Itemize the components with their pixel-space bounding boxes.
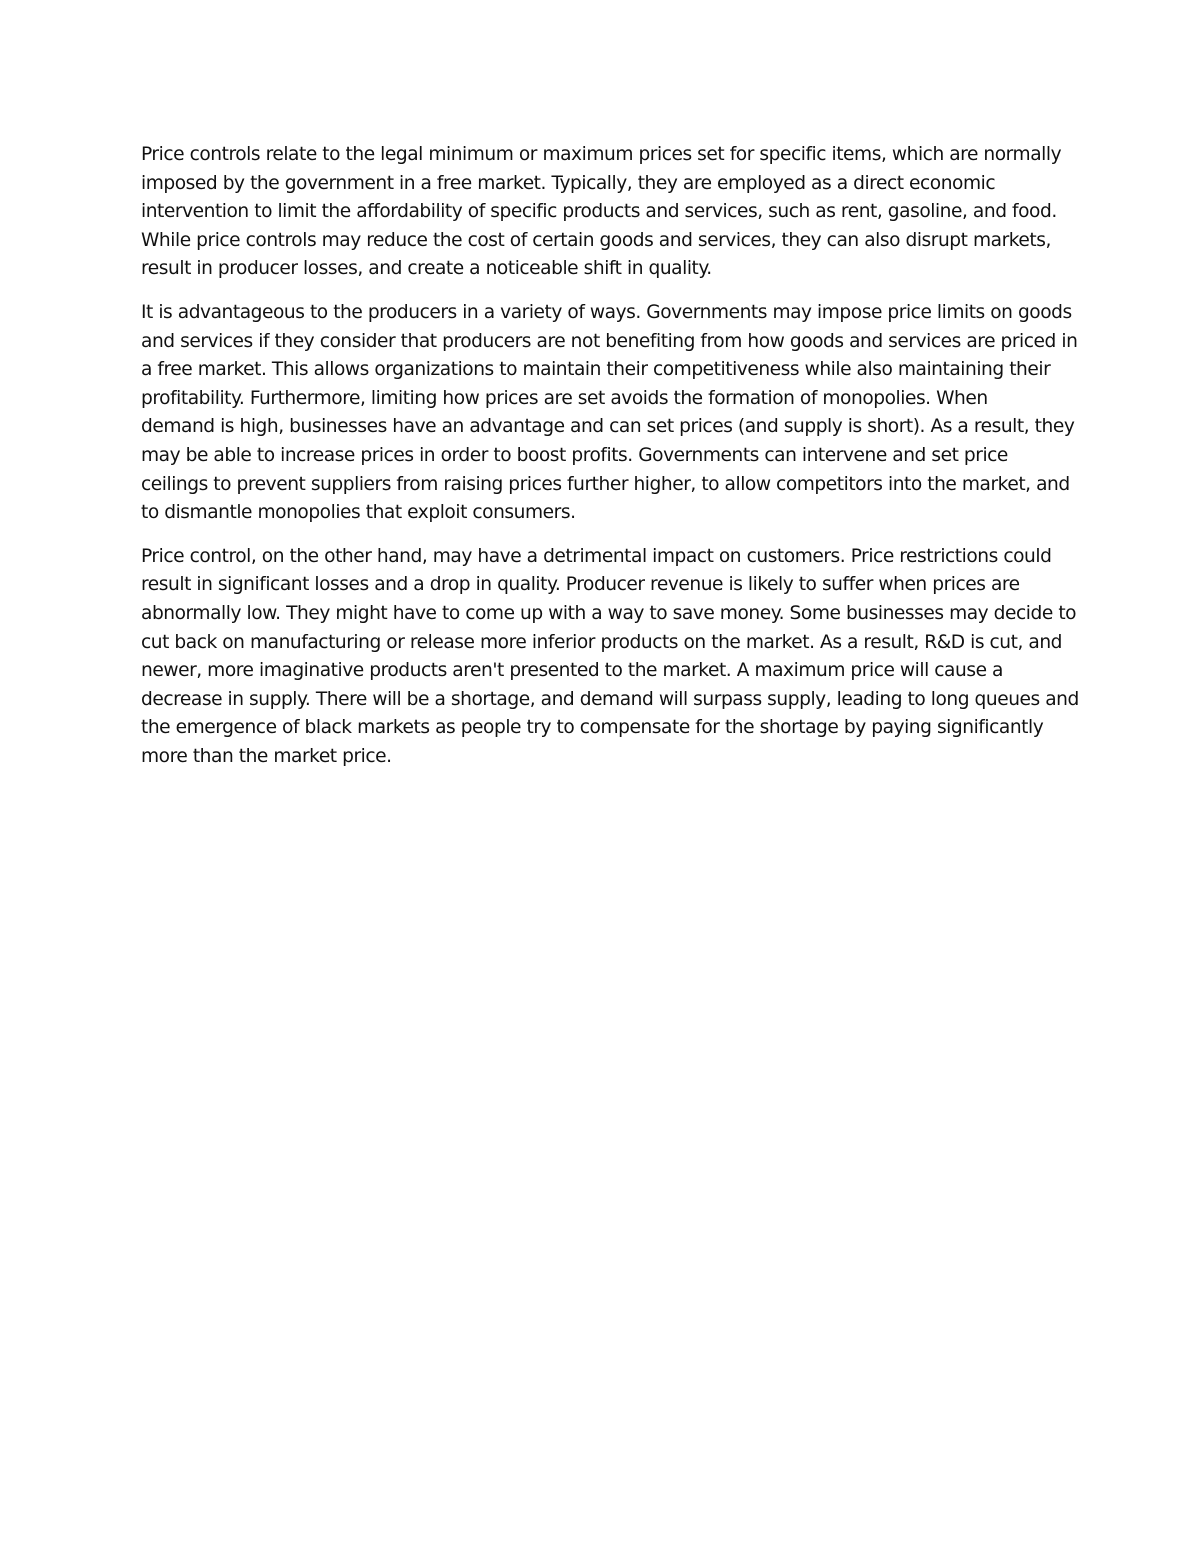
text-line: profitability. Furthermore, limiting how prices are set avoids the formation of monopolies. When	[141, 387, 988, 409]
text-line: may be able to increase prices in order to boost profits. Governments can intervene and set price	[141, 444, 1008, 466]
text-line: Price controls relate to the legal minimum or maximum prices set for specific items, which are normally	[141, 144, 1062, 165]
text-line: result in producer losses, and create a noticeable shift in quality.	[141, 258, 712, 280]
text-line: decrease in supply. There will be a shortage, and demand will surpass supply, leading to long queues and	[141, 688, 1079, 710]
text-line: the emergence of black markets as people try to compensate for the shortage by paying significantly	[141, 717, 1044, 739]
text-line: newer, more imaginative products aren't presented to the market. A maximum price will cause a	[141, 660, 1003, 682]
text-line: ceilings to prevent suppliers from raising prices further higher, to allow competitors into the market, and	[141, 473, 1070, 495]
paragraph-3	[141, 543, 1079, 772]
text-line: result in significant losses and a drop in quality. Producer revenue is likely to suffer when prices are	[141, 574, 1020, 596]
text-line: more than the market price.	[141, 745, 392, 767]
text-line: to dismantle monopolies that exploit consumers.	[141, 502, 576, 524]
text-line: Price control, on the other hand, may have a detrimental impact on customers. Price restrictions could	[141, 545, 1052, 567]
text-line: While price controls may reduce the cost of certain goods and services, they can also disrupt markets,	[141, 229, 1051, 251]
document-body	[141, 141, 1079, 786]
text-line: It is advantageous to the producers in a variety of ways. Governments may impose price limits on goods	[141, 301, 1072, 323]
text-line: demand is high, businesses have an advantage and can set prices (and supply is short). As a result, they	[141, 416, 1075, 438]
text-line: intervention to limit the affordability of specific products and services, such as rent, gasoline, and food.	[141, 201, 1057, 223]
paragraph-1	[141, 141, 1066, 284]
text-line: imposed by the government in a free market. Typically, they are employed as a direct economic	[141, 172, 996, 194]
text-line: abnormally low. They might have to come up with a way to save money. Some businesses may decide to	[141, 602, 1077, 624]
text-line: and services if they consider that producers are not benefiting from how goods and services are priced in	[141, 330, 1078, 352]
text-line: cut back on manufacturing or release more inferior products on the market. As a result, R&D is cut, and	[141, 631, 1063, 653]
paragraph-2	[141, 299, 1078, 528]
text-line: a free market. This allows organizations to maintain their competitiveness while also maintaining their	[141, 359, 1051, 381]
